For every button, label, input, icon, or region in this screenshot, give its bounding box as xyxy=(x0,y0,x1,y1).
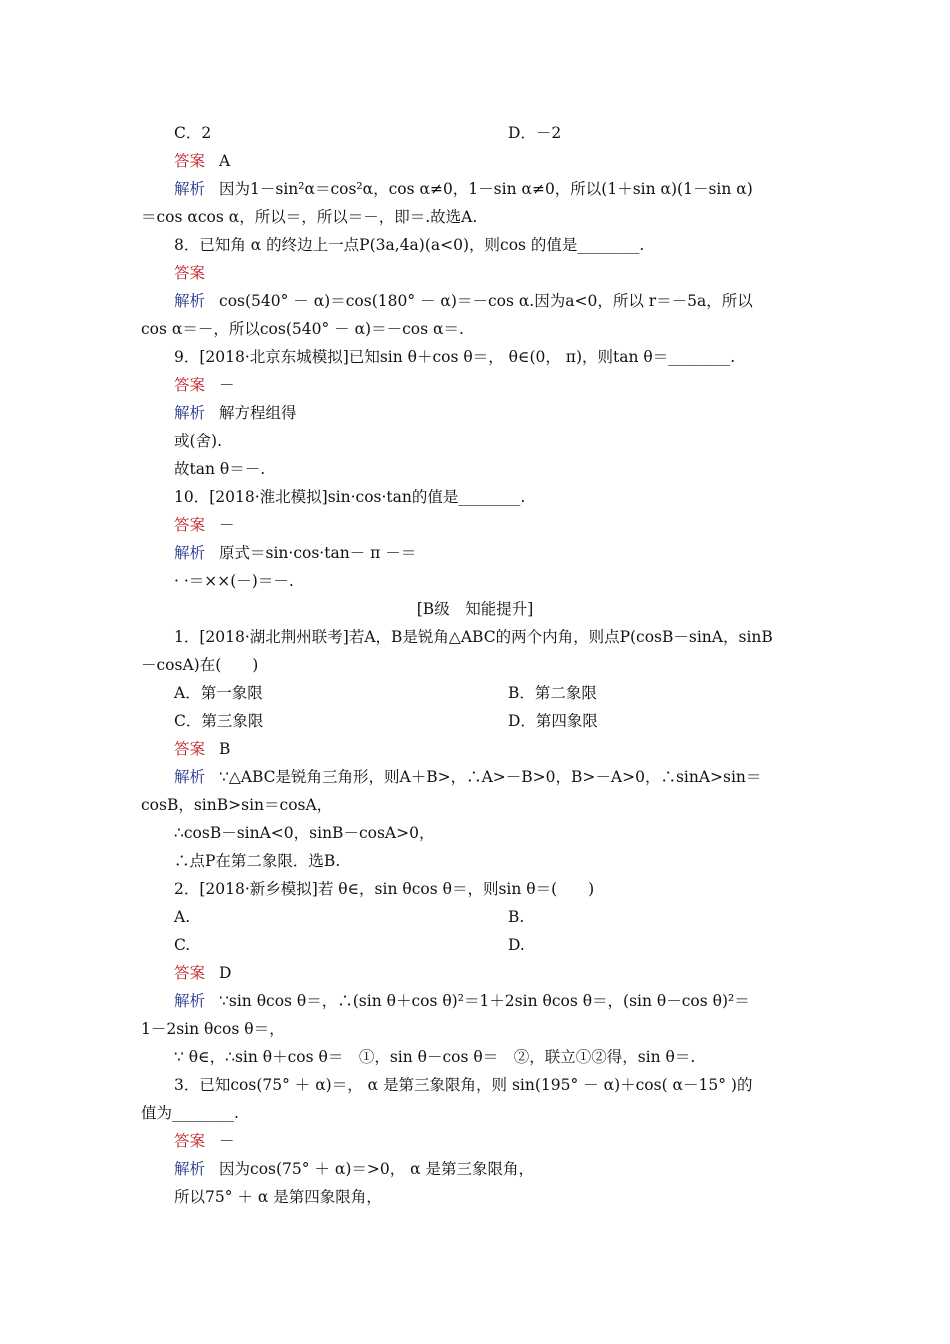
analysis-label: 解析 xyxy=(174,544,206,562)
text-line xyxy=(141,203,477,231)
text-line xyxy=(174,903,190,931)
text-line xyxy=(174,1127,235,1155)
line-text: ∴点P在第二象限．选B. xyxy=(174,852,341,870)
line-text: 因为cos(75° ＋ α)＝>0， α 是第三象限角， xyxy=(219,1160,535,1178)
text-line xyxy=(174,539,416,567)
line-text: 2．[2018·新乡模拟]若 θ∈，sin θcos θ＝，则sin θ＝( ) xyxy=(174,880,595,898)
text-line xyxy=(174,567,294,595)
text-line xyxy=(141,791,332,819)
line-text: 因为1－sin²α＝cos²α，cos α≠0，1－sin α≠0，所以(1＋sin α)(1－sin α) xyxy=(219,180,753,198)
text-line xyxy=(141,315,464,343)
analysis-label: 解析 xyxy=(174,768,206,786)
line-text: － xyxy=(219,376,235,394)
text-line xyxy=(174,987,750,1015)
answer-label: 答案 xyxy=(174,516,206,534)
line-text: cos(540° － α)＝cos(180° － α)＝－cos α.因为a<0，所以 r＝－5a，所以 xyxy=(219,292,753,310)
analysis-label: 解析 xyxy=(174,404,206,422)
line-text: D．－2 xyxy=(508,124,562,142)
text-line xyxy=(174,427,222,455)
text-line xyxy=(174,1071,752,1099)
text-line xyxy=(174,1043,695,1071)
line-text: D xyxy=(219,964,232,982)
line-text: C. xyxy=(174,936,191,954)
text-line xyxy=(508,931,525,959)
analysis-label: 解析 xyxy=(174,180,206,198)
text-line xyxy=(174,623,773,651)
text-line xyxy=(508,119,561,147)
text-line xyxy=(141,1015,285,1043)
text-line xyxy=(174,707,263,735)
analysis-label: 解析 xyxy=(174,292,206,310)
text-line xyxy=(174,735,230,763)
analysis-label: 解析 xyxy=(174,1160,206,1178)
line-text: D. xyxy=(508,936,525,954)
answer-label: 答案 xyxy=(174,152,206,170)
line-text: 8．已知角 α 的终边上一点P(3a,4a)(a<0)，则cos 的值是________. xyxy=(174,236,645,254)
text-line xyxy=(141,595,809,623)
text-line xyxy=(174,231,644,259)
line-text: A. xyxy=(174,908,191,926)
line-text: cos α＝－，所以cos(540° － α)＝－cos α＝. xyxy=(141,320,464,338)
line-text: D．第四象限 xyxy=(508,712,598,730)
line-text: 10．[2018·淮北模拟]sin·cos·tan的值是________. xyxy=(174,488,526,506)
text-line xyxy=(174,175,753,203)
text-line xyxy=(508,707,598,735)
line-text: ∵sin θcos θ＝，∴(sin θ＋cos θ)²＝1＋2sin θcos θ＝，(sin θ－cos θ)²＝ xyxy=(219,992,750,1010)
line-text: A xyxy=(219,152,231,170)
text-line xyxy=(174,959,231,987)
text-line xyxy=(174,483,525,511)
text-line xyxy=(174,819,434,847)
line-text: ∵ θ∈，∴sin θ＋cos θ＝ ①，sin θ－cos θ＝ ②，联立①②得，sin θ＝. xyxy=(174,1048,696,1066)
line-text: · ·＝××(－)＝－. xyxy=(174,572,294,590)
line-text: B xyxy=(219,740,231,758)
text-line xyxy=(174,147,230,175)
text-line xyxy=(174,679,263,707)
text-line xyxy=(174,287,753,315)
line-text: C．2 xyxy=(174,124,212,142)
line-text: [B级 知能提升] xyxy=(416,600,534,618)
text-line xyxy=(141,651,258,679)
text-line xyxy=(174,931,190,959)
text-line xyxy=(174,119,211,147)
text-line xyxy=(141,1099,239,1127)
answer-label: 答案 xyxy=(174,376,206,394)
line-text: 1－2sin θcos θ＝， xyxy=(141,1020,285,1038)
text-line xyxy=(508,903,524,931)
line-text: － xyxy=(219,1132,235,1150)
text-line xyxy=(174,511,235,539)
answer-label: 答案 xyxy=(174,740,206,758)
line-text: 或(舍). xyxy=(174,432,223,450)
text-line xyxy=(174,847,340,875)
text-line xyxy=(174,763,761,791)
text-line xyxy=(174,343,735,371)
line-text: 所以75° ＋ α 是第四象限角， xyxy=(174,1188,382,1206)
line-text: A．第一象限 xyxy=(174,684,263,702)
line-text: B. xyxy=(508,908,525,926)
line-text: 值为________. xyxy=(141,1104,239,1122)
line-text: 故tan θ＝－. xyxy=(174,460,266,478)
line-text: － xyxy=(219,516,235,534)
line-text: 1．[2018·湖北荆州联考]若A，B是锐角△ABC的两个内角，则点P(cosB－sinA，sinB xyxy=(174,628,773,646)
text-line xyxy=(174,875,594,903)
line-text: 3．已知cos(75° ＋ α)＝， α 是第三象限角，则 sin(195° － α)＋cos( α－15° )的 xyxy=(174,1076,753,1094)
text-line xyxy=(174,259,219,287)
line-text: B．第二象限 xyxy=(508,684,597,702)
line-text: cosB，sinB>sin＝cosA， xyxy=(141,796,333,814)
text-line xyxy=(174,399,297,427)
answer-label: 答案 xyxy=(174,964,206,982)
answer-label: 答案 xyxy=(174,264,206,282)
text-line xyxy=(174,1155,534,1183)
answer-label: 答案 xyxy=(174,1132,206,1150)
line-text: 解方程组得 xyxy=(219,404,297,422)
text-line xyxy=(174,1183,382,1211)
line-text: －cosA)在( ) xyxy=(141,656,259,674)
line-text: ＝cos αcos α，所以＝，所以＝－，即＝.故选A. xyxy=(141,208,478,226)
analysis-label: 解析 xyxy=(174,992,206,1010)
text-line xyxy=(174,371,235,399)
line-text: ∴cosB－sinA<0，sinB－cosA>0， xyxy=(174,824,435,842)
line-text: 原式＝sin·cos·tan－ π －＝ xyxy=(219,544,417,562)
line-text: 9．[2018·北京东城模拟]已知sin θ＋cos θ＝， θ∈(0， π)，则tan θ＝________. xyxy=(174,348,736,366)
text-line xyxy=(174,455,265,483)
text-line xyxy=(508,679,597,707)
line-text: C．第三象限 xyxy=(174,712,264,730)
line-text: ∵△ABC是锐角三角形，则A＋B>，∴A>－B>0，B>－A>0，∴sinA>sin＝ xyxy=(219,768,762,786)
